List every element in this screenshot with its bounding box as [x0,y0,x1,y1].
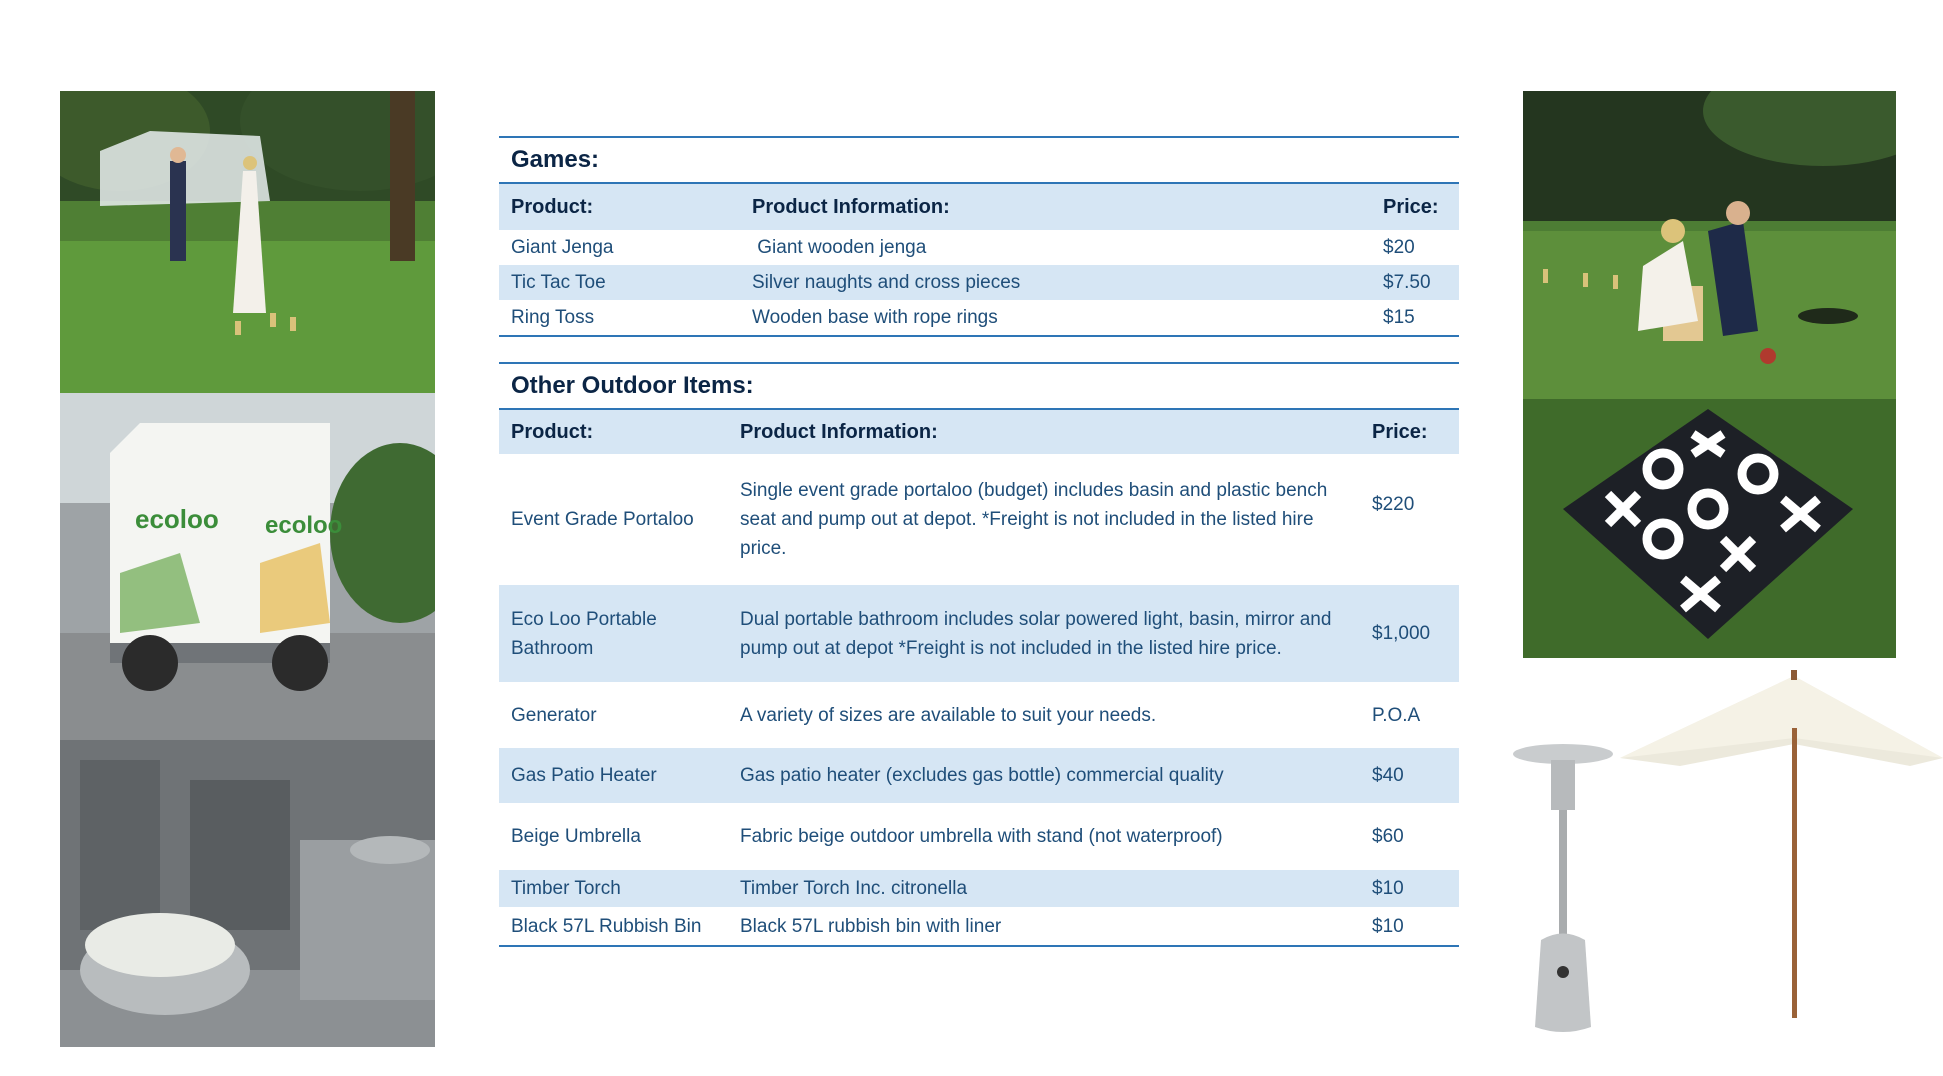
product-cell: Beige Umbrella [511,826,641,847]
price-cell: $40 [1372,765,1404,786]
outdoor-title: Other Outdoor Items: [499,364,1459,410]
info-cell: Gas patio heater (excludes gas bottle) commercial quality [740,765,1224,786]
games-col-price: Price: [1383,195,1439,218]
giant-jenga-photo [1523,91,1896,399]
svg-text:ecoloo: ecoloo [265,512,343,539]
info-cell: Silver naughts and cross pieces [752,272,1021,293]
outdoor-col-product: Product: [511,420,594,443]
games-col-product: Product: [511,195,594,218]
price-cell: $10 [1372,878,1404,899]
price-cell: $60 [1372,826,1404,847]
product-cell: Gas Patio Heater [511,765,657,786]
outdoor-col-info: Product Information: [740,420,938,443]
outdoor-section [499,362,1459,947]
games-section [499,136,1459,337]
svg-text:ecoloo: ecoloo [135,504,219,534]
beige-umbrella-photo [1620,668,1943,1022]
price-cell: P.O.A [1372,704,1421,726]
outdoor-col-price: Price: [1372,420,1428,443]
patio-heater-photo [1511,742,1615,1044]
price-cell: $1,000 [1372,623,1431,644]
table-row [499,748,1459,803]
product-cell: Black 57L Rubbish Bin [511,915,702,937]
table-row [499,803,1459,870]
info-cell: Black 57L rubbish bin with liner [740,915,1002,937]
ring-toss-photo [60,91,435,393]
info-cell: Single event grade portaloo (budget) includes basin and plastic bench seat and pump out at depot. *Freight is not included in the listed hire price. [740,480,1328,559]
product-cell: Eco Loo Portable Bathroom [511,608,657,659]
info-cell: A variety of sizes are available to suit your needs. [740,704,1157,726]
price-tables [499,136,1459,947]
table-row [499,454,1459,585]
table-row [499,230,1459,265]
product-cell: Tic Tac Toe [511,272,606,293]
product-cell: Giant Jenga [511,237,614,258]
table-row [499,300,1459,335]
info-cell: Fabric beige outdoor umbrella with stand (not waterproof) [740,826,1223,847]
games-title: Games: [499,138,1459,184]
price-cell: $10 [1372,915,1404,937]
price-cell: $20 [1383,237,1415,258]
portaloo-interior-photo [60,740,435,1047]
table-row [499,265,1459,300]
info-cell: Wooden base with rope rings [752,307,998,328]
table-row [499,870,1459,907]
price-cell: $220 [1372,494,1415,515]
outdoor-header-row [499,410,1459,454]
info-cell: Dual portable bathroom includes solar powered light, basin, mirror and pump out at depot *Freight is not included in the listed hire price. [740,608,1332,659]
table-row [499,907,1459,945]
tic-tac-toe-photo [1523,399,1896,658]
games-header-row [499,184,1459,230]
product-cell: Timber Torch [511,878,621,899]
games-col-info: Product Information: [752,195,950,218]
product-cell: Ring Toss [511,307,595,328]
price-cell: $15 [1383,307,1415,328]
product-cell: Event Grade Portaloo [511,509,694,530]
table-row [499,682,1459,748]
info-cell: Giant wooden jenga [752,237,927,258]
product-cell: Generator [511,704,597,726]
price-cell: $7.50 [1383,272,1431,293]
table-row [499,585,1459,682]
ecoloo-trailer-photo [60,393,435,740]
info-cell: Timber Torch Inc. citronella [740,878,968,899]
